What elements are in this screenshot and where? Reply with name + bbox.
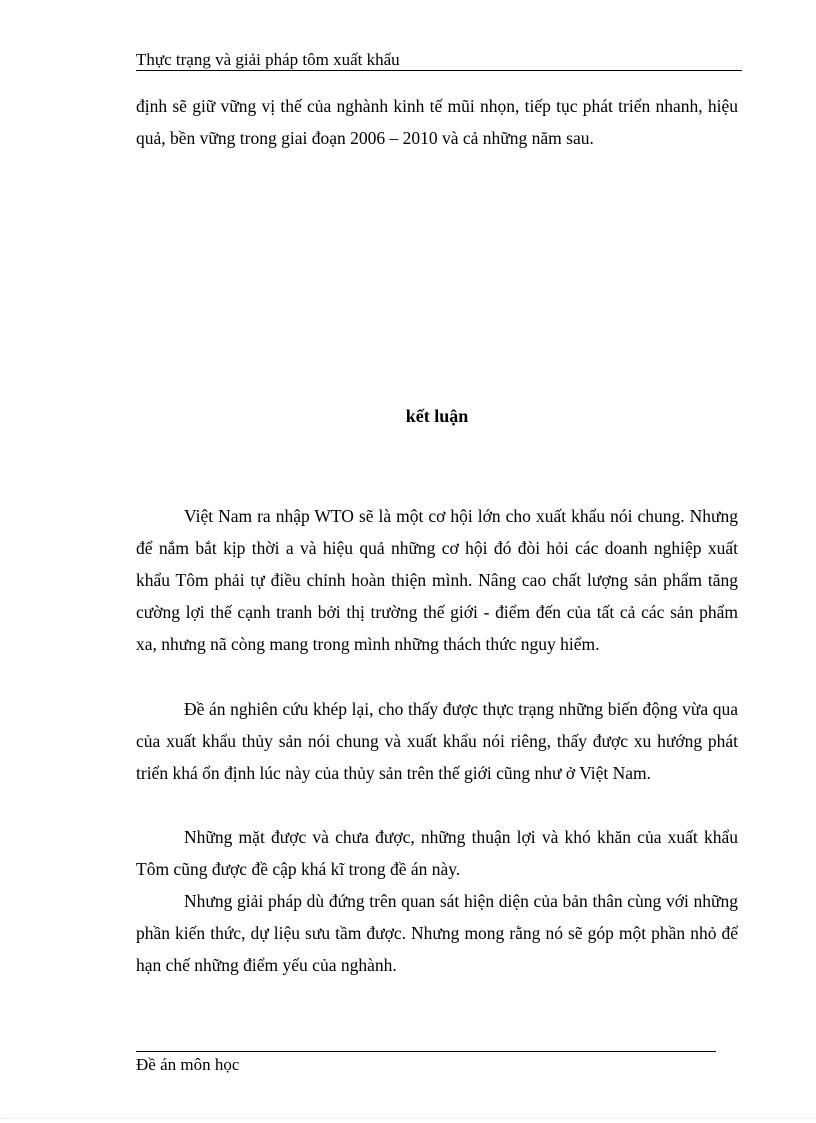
page-footer-text: Đề án môn học xyxy=(136,1055,240,1074)
conclusion-paragraph-4: Nhưng giải pháp dù đứng trên quan sát hiện diện của bản thân cùng với những phần kiến thức, dự liệu sưu tầm được. Nhưng mong rằng nó sẽ góp một phần nhỏ để hạn chế những điểm yếu của nghành. xyxy=(136,891,738,975)
section-title: kết luận xyxy=(405,406,469,426)
page-bottom-border xyxy=(0,1118,816,1119)
header-divider xyxy=(136,70,742,71)
intro-paragraph: định sẽ giữ vững vị thế của nghành kinh tế mũi nhọn, tiếp tục phát triển nhanh, hiệu quả, bền vững trong giai đoạn 2006 – 2010 và cả những năm sau. xyxy=(136,96,738,148)
footer-divider xyxy=(136,1051,716,1052)
page-header-title: Thực trạng và giải pháp tôm xuất khẩu xyxy=(136,50,400,69)
conclusion-paragraph-2: Đề án nghiên cứu khép lại, cho thấy được thực trạng những biến động vừa qua của xuất khẩu thủy sản nói chung và xuất khẩu nói riêng, thấy được xu hướng phát triển khá ổn định lúc này của thủy sản trên thế giới cũng như ở Việt Nam. xyxy=(136,699,738,783)
conclusion-paragraph-1: Việt Nam ra nhập WTO sẽ là một cơ hội lớn cho xuất khẩu nói chung. Nhưng để nắm bắt kịp thời a và hiệu quả những cơ hội đó đòi hỏi các doanh nghiệp xuất khẩu Tôm phải tự điều chỉnh hoàn thiện mình. Nâng cao chất lượng sản phẩm tăng cường lợi thế cạnh tranh bởi thị trường thế giới - điểm đến của tất cả các sản phẩm xa, nhưng nã còng mang trong mình những thách thức nguy hiểm. xyxy=(136,506,738,654)
conclusion-paragraph-3: Những mặt được và chưa được, những thuận lợi và khó khăn của xuất khẩu Tôm cũng được đề cập khá kĩ trong đề án này. xyxy=(136,827,738,879)
